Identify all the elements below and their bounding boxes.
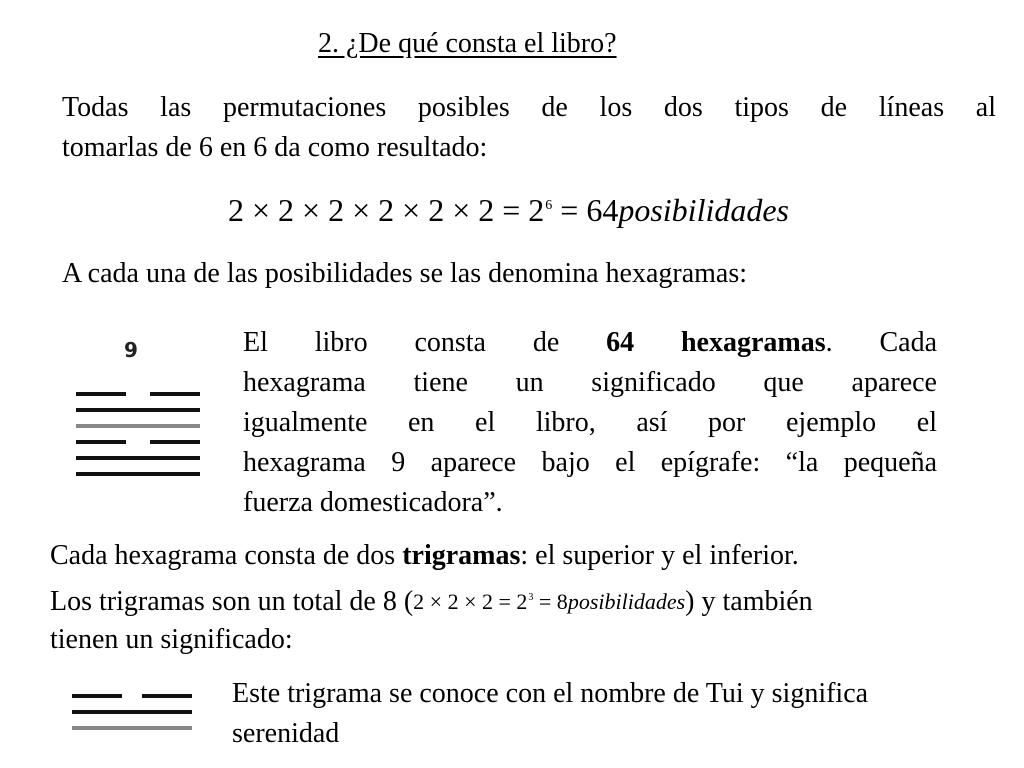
- trigram-line-1: Cada hexagrama consta de dos trigramas: el superior y el inferior.: [50, 540, 799, 571]
- hexagram-desc-line-5: fuerza domesticadora”.: [243, 487, 503, 518]
- trigram-bold: trigramas: [402, 540, 521, 571]
- hexagram-desc-line-3: igualmente en el libro, así por ejemplo el: [243, 407, 937, 438]
- trigram-line-2: [72, 710, 192, 714]
- hexagram-line-3: [76, 424, 200, 428]
- hexagram-line-4-right: [150, 440, 200, 444]
- hexagram-number: 9: [124, 338, 138, 362]
- page-title: 2. ¿De qué consta el libro?: [318, 28, 617, 59]
- main-formula-result: = 64: [552, 192, 619, 228]
- main-formula: [228, 192, 789, 229]
- main-formula-word: posibilidades: [618, 192, 789, 228]
- hexagram-line-1-left: [76, 392, 126, 396]
- tui-line-1: Este trigrama se conoce con el nombre de Tui y significa: [232, 678, 869, 709]
- small-formula: $2 \times 2 \times 2 = 2^3$ = 8posibilidades: [413, 589, 686, 614]
- hexagram-line-6: [76, 472, 200, 476]
- hexagram-9-figure: [70, 338, 205, 488]
- hexagram-line-5: [76, 456, 200, 460]
- main-formula-exponent: 6: [545, 198, 553, 213]
- hexagram-desc-line-4: hexagrama 9 aparece bajo el epígrafe: “la pequeña: [243, 447, 937, 478]
- trigram-line-2: Los trigramas son un total de 8 ($2 \times 2 \times 2 = 2^3$ = 8posibilidades) y también: [50, 586, 813, 617]
- tui-trigram-figure: [70, 690, 195, 740]
- tui-line-2: serenidad: [232, 718, 340, 749]
- hexagram-desc-line-1: El libro consta de 64 hexagramas. Cada: [243, 327, 938, 358]
- intro-line-2: tomarlas de 6 en 6 da como resultado:: [62, 132, 488, 163]
- hexagram-count-bold: 64 hexagramas: [606, 327, 826, 358]
- hexagram-intro: A cada una de las posibilidades se las denomina hexagramas:: [62, 258, 748, 289]
- main-formula-product: 2 × 2 × 2 × 2 × 2 × 2 = 2: [228, 192, 545, 228]
- trigram-line-3: [72, 726, 192, 730]
- intro-line-1: Todas las permutaciones posibles de los dos tipos de líneas al: [62, 92, 996, 123]
- hexagram-line-1-right: [150, 392, 200, 396]
- hexagram-desc-line-2: hexagrama tiene un significado que aparece: [243, 367, 937, 398]
- hexagram-line-4-left: [76, 440, 126, 444]
- trigram-line-3: tienen un significado:: [50, 624, 293, 655]
- trigram-line-1-left: [72, 694, 122, 698]
- hexagram-line-2: [76, 408, 200, 412]
- trigram-line-1-right: [142, 694, 192, 698]
